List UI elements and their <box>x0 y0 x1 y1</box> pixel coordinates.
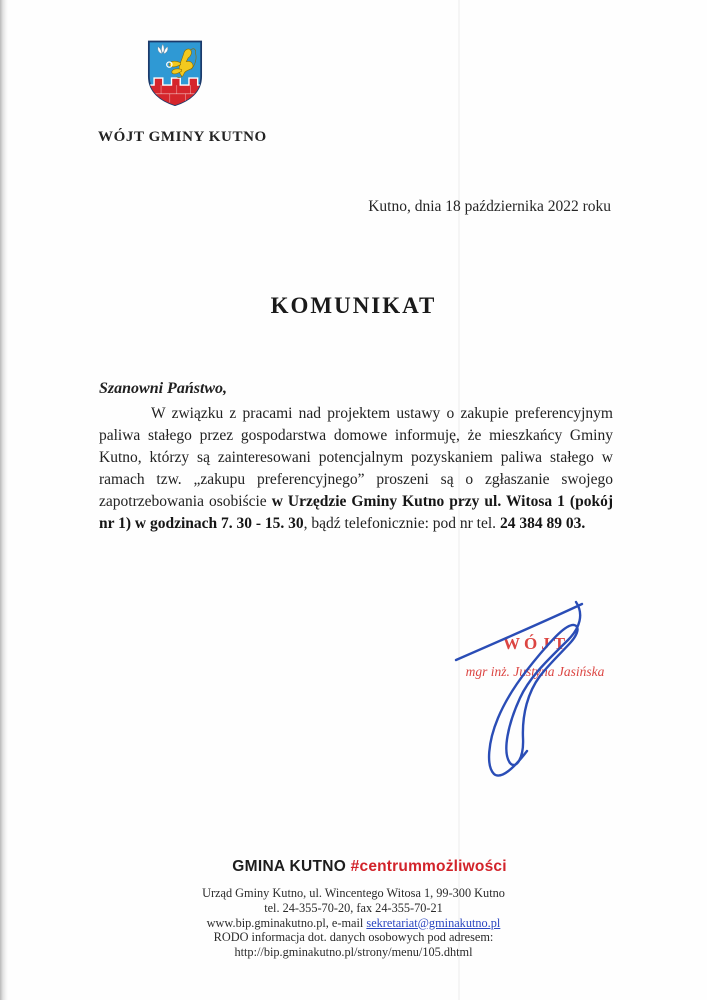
footer-phone-line: tel. 24-355-70-20, fax 24-355-70-21 <box>264 900 443 915</box>
dateline: Kutno, dnia 18 października 2022 roku <box>368 198 611 215</box>
footer-rodo-url: http://bip.gminakutno.pl/strony/menu/105.dhtml <box>234 945 473 960</box>
salutation: Szanowni Państwo, <box>99 380 228 397</box>
footer-address-line: Urząd Gminy Kutno, ul. Wincentego Witosa 1, 99-300 Kutno <box>202 886 505 900</box>
signature-name: mgr inż. Justyna Jasińska <box>465 664 605 679</box>
body-paragraph <box>99 403 613 535</box>
scan-edge-artifact <box>0 0 8 1000</box>
footer-web-line <box>0 916 707 931</box>
coat-of-arms-icon <box>143 38 207 106</box>
body-text-2: , bądź telefonicznie: pod nr tel. <box>303 515 500 532</box>
footer-brand-name: GMINA KUTNO <box>232 858 351 875</box>
body-bold-phone: 24 384 89 03. <box>499 515 586 532</box>
document-title: KOMUNIKAT <box>270 293 437 318</box>
footer-rodo-line: RODO informacja dot. danych osobowych pod adresem: <box>213 930 494 945</box>
signature-role: WÓJT <box>502 634 570 653</box>
footer-brand-hashtag: #centrummożliwości <box>350 858 507 875</box>
footer-web-prefix: www.bip.gminakutno.pl, e-mail <box>206 915 367 930</box>
body-text-1: W związku z pracami nad projektem ustawy o zakupie preferencyjnym paliwa stałego przez gospodarstwa domowe informuję, że mieszkańcy Gminy Kutno, którzy są zainteresowani potencjalnym pozyskaniem paliwa stałego w ramach tzw. „zakupu preferencyjnego” proszeni są o zgłaszanie swojego zapotrzebowania osobiście <box>99 405 613 510</box>
footer-address-block <box>0 886 707 960</box>
footer-email-link[interactable]: sekretariat@gminakutno.pl <box>366 915 501 930</box>
letterhead-org-title: WÓJT GMINY KUTNO <box>98 129 267 145</box>
footer-brand <box>16 858 707 876</box>
handwritten-signature <box>430 588 610 803</box>
body-bold-location: w Urzędzie Gminy Kutno przy ul. Witosa 1 (pokój nr 1) w godzinach 7. 30 - 15. 30 <box>99 493 613 532</box>
